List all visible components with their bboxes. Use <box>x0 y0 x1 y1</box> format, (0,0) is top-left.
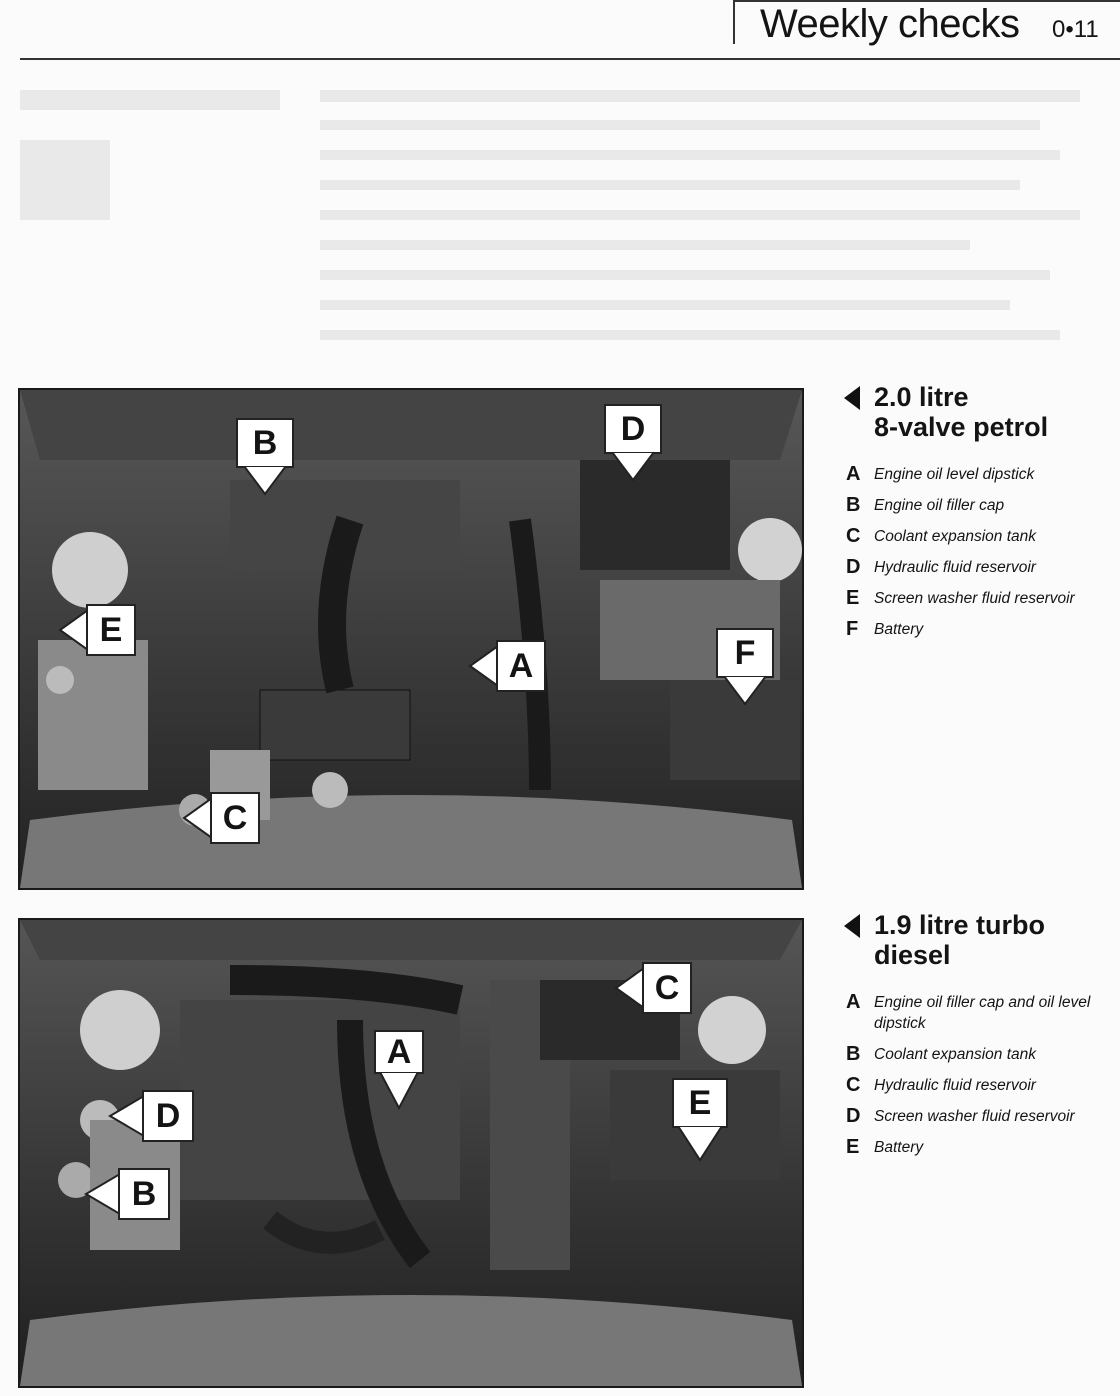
callout-E: E <box>672 1078 728 1162</box>
legend-item: E Battery <box>846 1136 924 1158</box>
callout-E: E <box>58 604 136 656</box>
legend-petrol <box>840 382 1110 650</box>
arrow-left-icon <box>108 1090 144 1142</box>
legend-item: E Screen washer fluid reservoir <box>846 587 1075 609</box>
callout-C: C <box>614 962 692 1014</box>
arrow-down-icon <box>236 466 294 496</box>
callout-B: B <box>84 1168 170 1220</box>
callout-D: D <box>108 1090 194 1142</box>
header-rule-bottom <box>20 58 1120 60</box>
callout-C: C <box>182 792 260 844</box>
arrow-left-icon <box>614 962 644 1014</box>
callout-F: F <box>716 628 774 706</box>
arrow-down-icon <box>716 676 774 706</box>
section-title: Weekly checks <box>760 2 1020 46</box>
arrow-left-icon <box>58 604 88 656</box>
legend-item: F Battery <box>846 618 924 640</box>
arrow-down-icon <box>672 1126 728 1162</box>
legend-heading: 1.9 litre turbo diesel <box>840 910 1110 970</box>
legend-heading: 2.0 litre 8-valve petrol <box>840 382 1110 442</box>
legend-item: B Coolant expansion tank <box>846 1043 1037 1065</box>
show-through-area <box>20 70 1110 380</box>
legend-item: D Hydraulic fluid reservoir <box>846 556 1036 578</box>
legend-item: D Screen washer fluid reservoir <box>846 1105 1075 1127</box>
legend-list <box>840 992 1110 1158</box>
legend-diesel <box>840 910 1110 1168</box>
arrow-left-icon <box>182 792 212 844</box>
legend-item: B Engine oil filler cap <box>846 494 1005 516</box>
arrow-left-icon <box>84 1168 120 1220</box>
arrow-down-icon <box>604 452 662 482</box>
engine-bay-illustration <box>20 390 802 888</box>
page-number: 0•11 <box>1052 16 1099 43</box>
page-header <box>0 0 1120 70</box>
header-rule-vertical <box>733 0 735 44</box>
callout-D: D <box>604 404 662 482</box>
arrow-left-icon <box>468 640 498 692</box>
legend-item: A Engine oil filler cap and oil level dipstick <box>846 991 1091 1032</box>
triangle-pointer-icon <box>844 386 860 410</box>
legend-item: A Engine oil level dipstick <box>846 463 1035 485</box>
arrow-down-icon <box>374 1072 424 1110</box>
legend-list <box>840 464 1110 640</box>
legend-item: C Hydraulic fluid reservoir <box>846 1074 1036 1096</box>
triangle-pointer-icon <box>844 914 860 938</box>
legend-item: C Coolant expansion tank <box>846 525 1037 547</box>
callout-A: A <box>468 640 546 692</box>
callout-A: A <box>374 1030 424 1110</box>
callout-B: B <box>236 418 294 496</box>
